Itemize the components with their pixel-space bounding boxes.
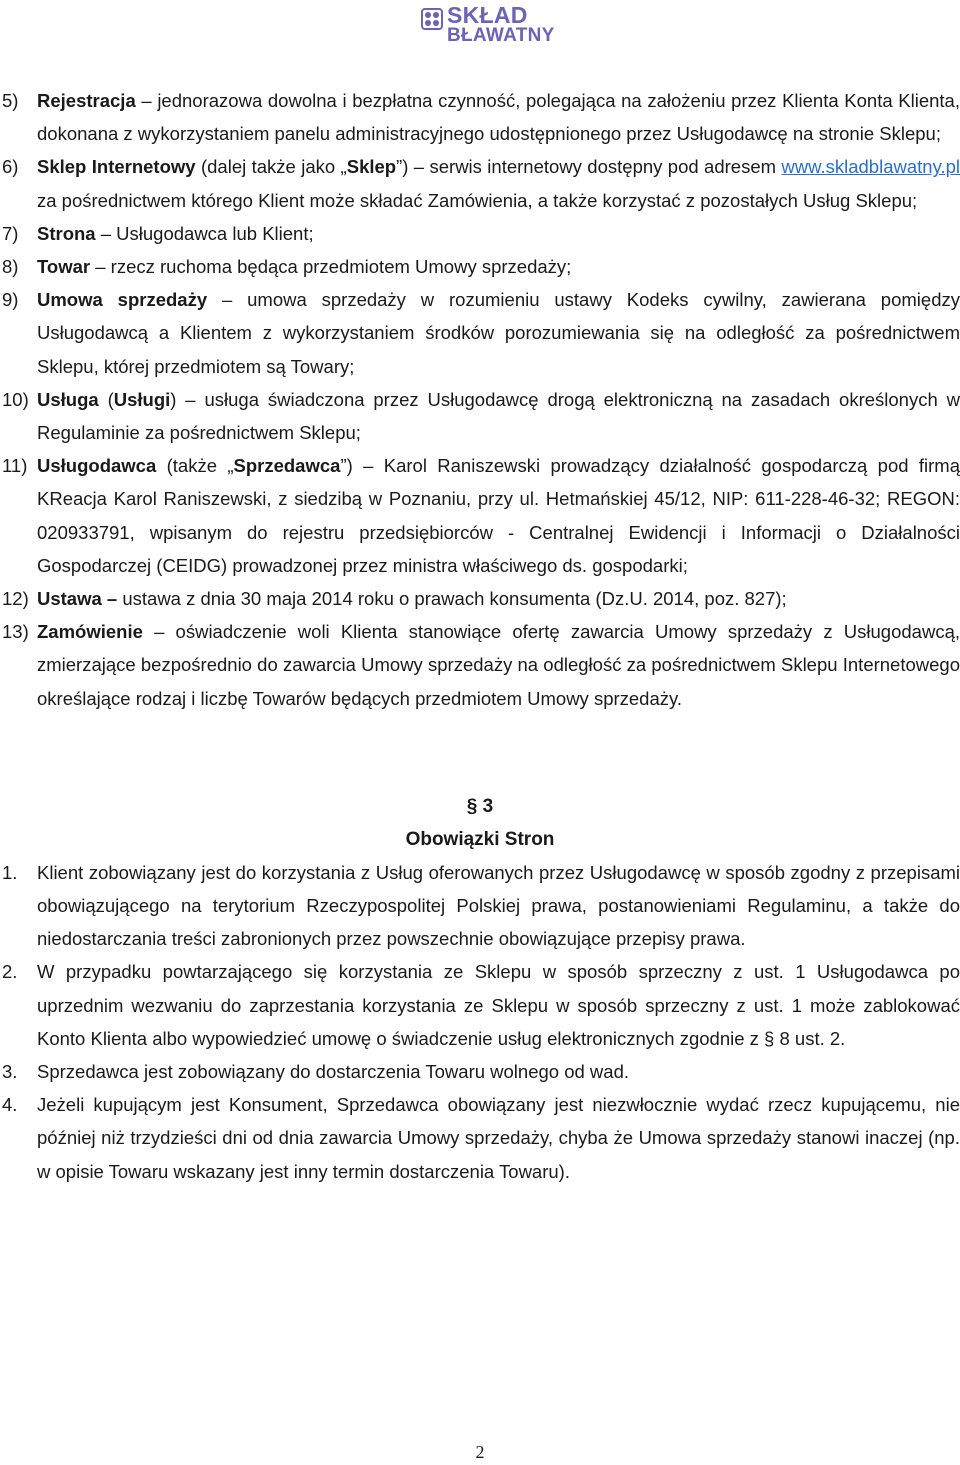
definition-text: za pośrednictwem którego Klient może składać Zamówienia, a także korzystać z pozostałych Usług Sklepu; xyxy=(37,189,918,211)
item-number: 2. xyxy=(2,961,18,983)
defined-term: Sprzedawca xyxy=(233,455,341,477)
definition-text: ”) – serwis internetowy dostępny pod adresem xyxy=(396,156,782,178)
brand-line-1: SKŁAD xyxy=(447,2,528,28)
obligation-item xyxy=(0,1055,960,1088)
item-number: 9) xyxy=(2,289,19,311)
definition-item xyxy=(0,615,960,715)
item-text xyxy=(37,615,960,715)
defined-term: Usługa xyxy=(37,388,99,410)
defined-term: Usługi xyxy=(113,388,171,410)
definition-text: – rzecz ruchoma będąca przedmiotem Umowy sprzedaży; xyxy=(90,256,572,278)
item-number: 5) xyxy=(2,90,19,111)
definition-item xyxy=(0,449,960,582)
obligation-item xyxy=(0,856,960,956)
brand-line-2: BŁAWATNY xyxy=(447,25,555,46)
item-text xyxy=(37,217,960,250)
item-text: Klient zobowiązany jest do korzystania z Usług oferowanych przez Usługodawcę w sposób zgodny z przepisami obowiązującego na terytorium Rzeczypospolitej Polskiej prawa, postanowieniami Regulaminu, a także do niedostarczania treści zabronionych przez powszechnie obowiązujące przepisy prawa. xyxy=(37,861,960,950)
definition-text: – Usługodawca lub Klient; xyxy=(95,222,314,244)
section-heading xyxy=(0,790,960,856)
obligations-list xyxy=(0,856,960,1188)
definition-item xyxy=(0,150,960,216)
defined-term: Strona xyxy=(37,222,96,244)
definition-item xyxy=(0,250,960,283)
definition-item xyxy=(0,217,960,250)
defined-term: Towar xyxy=(37,256,91,278)
page-number: 2 xyxy=(475,1442,485,1462)
definition-text: (także „ xyxy=(156,455,234,477)
item-text: Sprzedawca jest zobowiązany do dostarczenia Towaru wolnego od wad. xyxy=(37,1061,630,1083)
item-number: 13) xyxy=(2,621,29,643)
item-number: 4. xyxy=(2,1094,18,1116)
definition-text: – oświadczenie woli Klienta stanowiące ofertę zawarcia Umowy sprzedaży z Usługodawcą, zmierzające bezpośrednio do zawarcia Umowy sprzedaży na odległość za pośrednictwem Sklepu Internetowego określające rodzaj i liczbę Towarów będących przedmiotem Umowy sprzedaży. xyxy=(37,621,960,709)
definitions-list xyxy=(0,84,960,715)
item-text xyxy=(37,283,960,383)
defined-term: Sklep Internetowy xyxy=(37,156,196,178)
section-title: Obowiązki Stron xyxy=(405,828,555,850)
item-number: 12) xyxy=(2,588,29,610)
definition-text: (dalej także jako „ xyxy=(195,156,347,178)
defined-term: Rejestracja xyxy=(37,90,136,111)
definition-text: ”) – Karol Raniszewski prowadzący działalność gospodarczą pod firmą KReacja Karol Raniszewski, z siedzibą w Poznaniu, przy ul. Hetmańskiej 45/12, NIP: 611-228-46-32; REGON: 020933791, wpisanym do rejestru przedsiębiorców - Centralnej Ewidencji i Informacji o Działalności Gospodarczej (CEIDG) prowadzonej przez ministra właściwego ds. gospodarki; xyxy=(37,455,960,576)
item-number: 6) xyxy=(2,156,19,178)
item-text: Jeżeli kupującym jest Konsument, Sprzedawca obowiązany jest niezwłocznie wydać rzecz kupującemu, nie później niż trzydzieści dni od dnia zawarcia Umowy sprzedaży, chyba że Umowa sprzedaży stanowi inaczej (np. w opisie Towaru wskazany jest inny termin dostarczenia Towaru). xyxy=(37,1094,960,1182)
item-number: 1. xyxy=(2,861,18,883)
brand-logo xyxy=(421,2,555,53)
definition-text: ustawa z dnia 30 maja 2014 roku o prawach konsumenta (Dz.U. 2014, poz. 827); xyxy=(117,588,787,610)
item-number: 3. xyxy=(2,1061,18,1083)
obligation-item xyxy=(0,1088,960,1188)
website-link[interactable]: www.skladblawatny.pl xyxy=(781,156,960,178)
item-text xyxy=(37,582,960,615)
item-number: 10) xyxy=(2,388,29,410)
defined-term: Zamówienie xyxy=(37,621,143,643)
sewing-tools-icon xyxy=(421,8,443,30)
section-number: § 3 xyxy=(466,795,494,817)
definition-item xyxy=(0,84,960,150)
defined-term: Umowa sprzedaży xyxy=(37,289,208,311)
definition-item xyxy=(0,383,960,449)
defined-term: Usługodawca xyxy=(37,455,157,477)
item-text: W przypadku powtarzającego się korzystania ze Sklepu w sposób sprzeczny z ust. 1 Usługodawca po uprzednim wezwaniu do zaprzestania korzystania ze Sklepu w sposób sprzeczny z ust. 1 może zablokować Konto Klienta albo wypowiedzieć umowę o świadczenie usług elektronicznych zgodnie z § 8 ust. 2. xyxy=(37,961,960,1049)
item-text xyxy=(37,383,960,449)
definition-text: ) – usługa świadczona przez Usługodawcę drogą elektroniczną na zasadach określonych w Regulaminie za pośrednictwem Sklepu; xyxy=(37,388,960,444)
item-text xyxy=(37,150,960,216)
item-text xyxy=(37,250,960,283)
definition-text: ( xyxy=(98,388,114,410)
item-text xyxy=(37,84,960,150)
document-body xyxy=(0,84,960,1188)
item-number: 7) xyxy=(2,222,19,244)
item-text xyxy=(37,449,960,582)
definition-text: – jednorazowa dowolna i bezpłatna czynność, polegająca na założeniu przez Klienta Konta Klienta, dokonana z wykorzystaniem panelu administracyjnego udostępnionego przez Usługodawcę na stronie Sklepu; xyxy=(37,90,960,145)
definition-text: – umowa sprzedaży w rozumieniu ustawy Kodeks cywilny, zawierana pomiędzy Usługodawcą a Klientem z wykorzystaniem środków porozumiewania się na odległość za pośrednictwem Sklepu, której przedmiotem są Towary; xyxy=(37,289,960,377)
definition-item xyxy=(0,582,960,615)
brand-wordmark xyxy=(447,2,555,46)
defined-term: Sklep xyxy=(346,156,397,178)
item-number: 11) xyxy=(2,455,28,477)
item-number: 8) xyxy=(2,256,19,278)
definition-item xyxy=(0,283,960,383)
obligation-item xyxy=(0,955,960,1055)
defined-term: Ustawa – xyxy=(37,588,118,610)
